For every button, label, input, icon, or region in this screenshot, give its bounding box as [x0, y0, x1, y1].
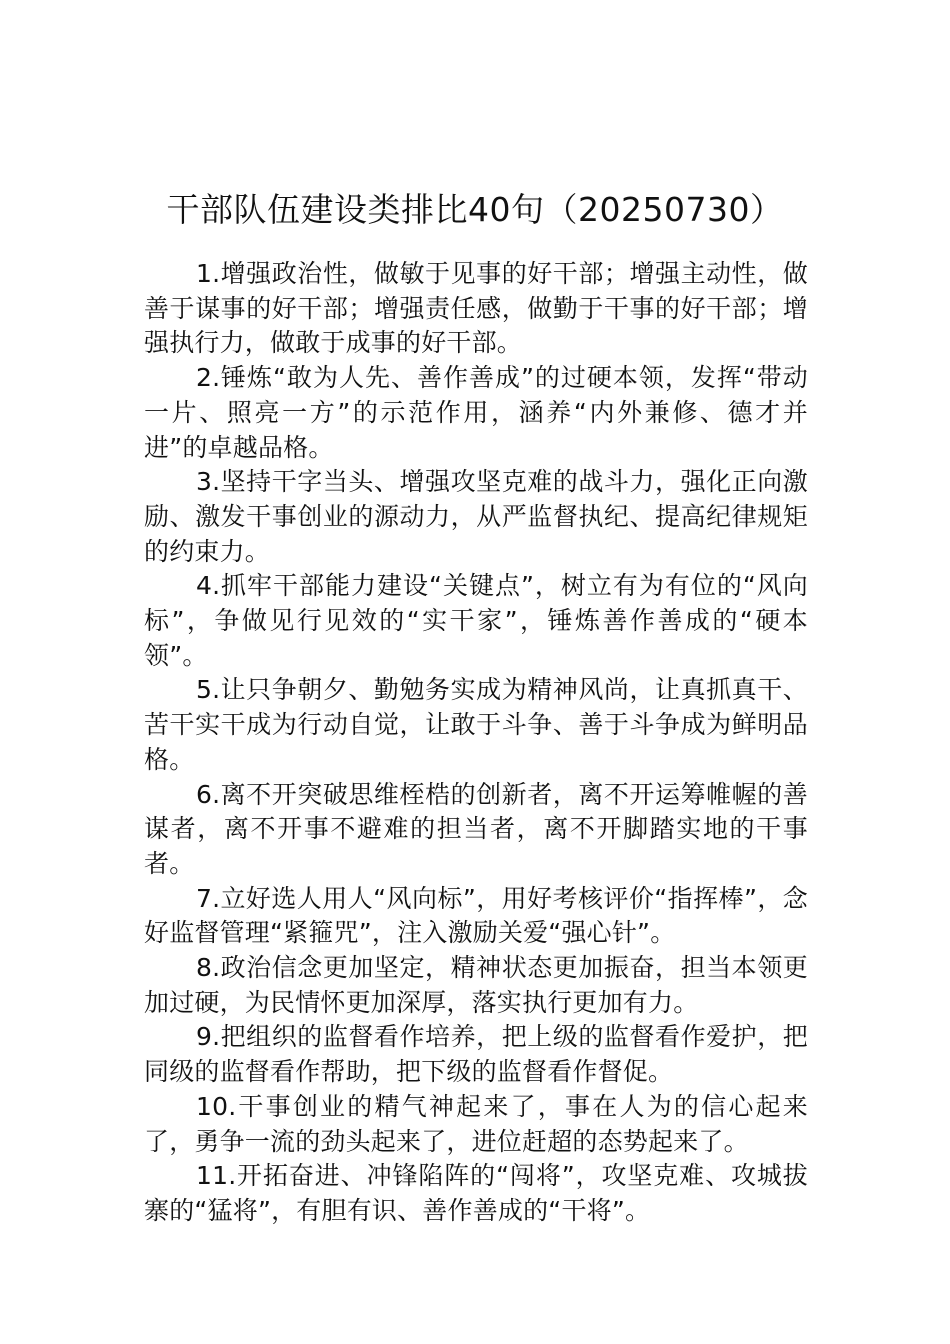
- document-body: [144, 257, 808, 1229]
- paragraph-11: 11.开拓奋进、冲锋陷阵的“闯将”，攻坚克难、攻城拔寨的“猛将”，有胆有识、善作善成的“干将”。: [144, 1161, 808, 1225]
- paragraph-4: 4.抓牢干部能力建设“关键点”，树立有为有位的“风向标”，争做见行见效的“实干家”，锤炼善作善成的“硬本领”。: [144, 571, 808, 670]
- paragraph-10: 10.干事创业的精气神起来了，事在人为的信心起来了，勇争一流的劲头起来了，进位赶超的态势起来了。: [144, 1091, 808, 1156]
- paragraph-9: 9.把组织的监督看作培养，把上级的监督看作爱护，把同级的监督看作帮助，把下级的监督看作督促。: [144, 1022, 808, 1087]
- paragraph-6: 6.离不开突破思维桎梏的创新者，离不开运筹帷幄的善谋者，离不开事不避难的担当者，离不开脚踏实地的干事者。: [144, 779, 808, 878]
- paragraph-8: 8.政治信念更加坚定，精神状态更加振奋，担当本领更加过硬，为民情怀更加深厚，落实执行更加有力。: [144, 953, 808, 1017]
- document-title: 干部队伍建设类排比40句（20250730）: [166, 190, 784, 230]
- paragraph-3: 3.坚持干字当头、增强攻坚克难的战斗力，强化正向激励、激发干事创业的源动力，从严监督执纪、提高纪律规矩的约束力。: [144, 467, 808, 566]
- paragraph-5: 5.让只争朝夕、勤勉务实成为精神风尚，让真抓真干、苦干实干成为行动自觉，让敢于斗争、善于斗争成为鲜明品格。: [144, 675, 808, 774]
- paragraph-2: 2.锤炼“敢为人先、善作善成”的过硬本领，发挥“带动一片、照亮一方”的示范作用，涵养“内外兼修、德才并进”的卓越品格。: [144, 363, 808, 462]
- paragraph-1: 1.增强政治性，做敏于见事的好干部；增强主动性，做善于谋事的好干部；增强责任感，做勤于干事的好干部；增强执行力，做敢于成事的好干部。: [144, 259, 808, 358]
- paragraph-7: 7.立好选人用人“风向标”，用好考核评价“指挥棒”，念好监督管理“紧箍咒”，注入激励关爱“强心针”。: [144, 883, 808, 948]
